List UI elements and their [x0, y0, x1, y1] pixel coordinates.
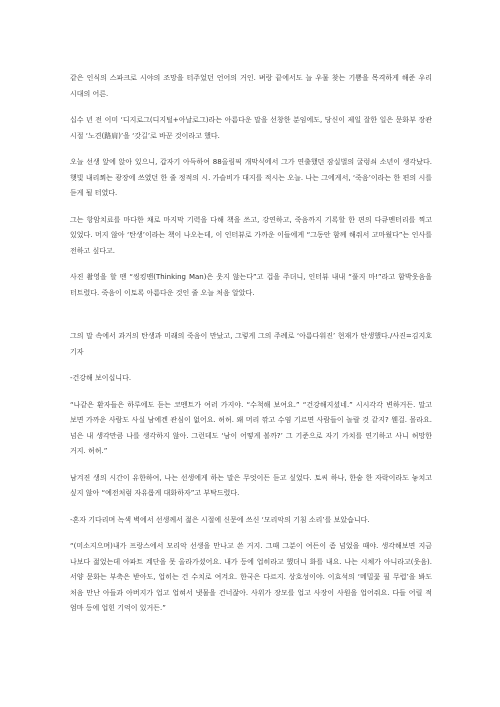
article-paragraph: 그는 항암치료를 마다한 채로 마지막 기력을 다해 책을 쓰고, 강연하고, 죽음까지 기록할 한 편의 다큐멘터리를 찍고 있었다. 머지 않아 ‘탄생’이라는 책이 나오는데, 이 인터뷰로 가까운 이들에게 “그동안 함께 해줘서 고마웠다”는 인사를 전하고 싶다고. — [70, 215, 432, 255]
article-paragraph: 사진 촬영을 할 땐 “씽킹맨(Thinking Man)은 웃지 않는다”고 겁을 주더니, 인터뷰 내내 “풀지 마!”라고 함박웃음을 터트렸다. 죽음이 이토록 아름다운 것인 줄 오늘 처음 알았다. — [70, 273, 432, 297]
paragraph-spacer — [70, 202, 432, 213]
paragraph-spacer — [70, 321, 432, 329]
article-paragraph: 같은 인식의 스파크로 시야의 조망을 터주었던 언어의 거인. 벼랑 끝에서도 늘 우물 찾는 기쁨을 목격하게 해준 우리 시대의 어른. — [70, 74, 432, 98]
paragraph-spacer — [70, 144, 432, 155]
photo-credit-paragraph: 그의 말 속에서 과거의 탄생과 미래의 죽음이 만났고, 그렇게 그의 주례로 ‘아름다워진’ 현재가 탄생했다./사진=김지호 기자 — [70, 332, 432, 356]
paragraph-spacer — [70, 360, 432, 371]
article-paragraph: 오늘 선생 앞에 앉아 있으니, 갑자기 아득하여 88올림픽 개막식에서 그가 연출했던 잠실벌의 굴렁쇠 소년이 생각났다. 햇빛 내리쬐는 광장에 쓰였던 한 줄 정적의 시. 가슬비가 대지를 적시는 오늘. 나는 그에게서, ‘죽음’이라는 한 편의 시를 듣게 될 터였다. — [70, 158, 432, 197]
article-paragraph: 십수 년 전 이미 ‘디지로그(디지털+아날로그)라는 아름다운 말을 선창한 분임에도, 당신이 제일 잘한 일은 문화부 장관 시절 ‘노견(路肩)’을 ‘갓길’로 바꾼 것이라고 했다. — [70, 116, 432, 140]
paragraph-spacer — [70, 460, 432, 471]
paragraph-spacer — [70, 301, 432, 321]
paragraph-spacer — [70, 528, 432, 539]
article-paragraph: 남겨진 생의 시간이 유한하여, 나는 선생에게 하는 말은 무엇이든 듣고 싶었다. 토씨 하나, 한숨 한 자락이라도 놓치고 싶지 않아 “예전처럼 자유롭게 대화하자”고 부탁드렸다. — [70, 473, 432, 497]
interview-answer: “나같은 환자들은 하루에도 듣는 코멘트가 여러 가지야. “수척해 보여요.” “건강해지셨네.” 시시각각 변하거든. 말고 보면 가까운 사람도 사실 남에겐 관심이 없어요. 허허. 왜 머리 깎고 수염 기르면 사람들이 놀랄 것 같지? 웬걸. 몰라요. 넘은 내 생각만큼 나를 생각하지 않아. 그런데도 ‘남이 어떻게 볼까?’ 그 기준으로 자기 가치를 연기하고 사니 허망한 거지. 허허.” — [70, 400, 432, 455]
interview-question: -혼자 기다리며 녹색 벽에서 선생께서 젊은 시절에 신문에 쓰신 ‘모리악의 기침 소리’를 보았습니다. — [70, 515, 370, 524]
interview-question: -건강해 보이십니다. — [70, 374, 132, 382]
paragraph-spacer — [70, 387, 432, 398]
interview-answer: “(미소지으며)내가 프랑스에서 모리악 선생을 만나고 쓴 거지. 그때 그분이 여든이 좀 넘었을 때야. 생각해보면 지금 나보다 젊었는데 아파트 계단을 못 올라가셨어요. 내가 등에 업히라고 했더니 화를 내요. 나는 시체가 아니라고(웃음). 서양 문화는 부축은 받아도, 업히는 건 수치로 여겨요. 한국은 다르지. 상호성이야. 이효석의 ‘메밀꽃 필 무렵’을 봐도 처음 만난 아들과 아버지가 업고 업혀서 냇물을 건너잖아. 사위가 장모를 업고 사장이 사원을 업어줘요. 다들 어릴 적 엄마 등에 업힌 기억이 있거든.” — [70, 542, 432, 612]
article-body — [70, 71, 432, 617]
paragraph-spacer — [70, 102, 432, 113]
paragraph-spacer — [70, 502, 432, 513]
paragraph-spacer — [70, 259, 432, 270]
